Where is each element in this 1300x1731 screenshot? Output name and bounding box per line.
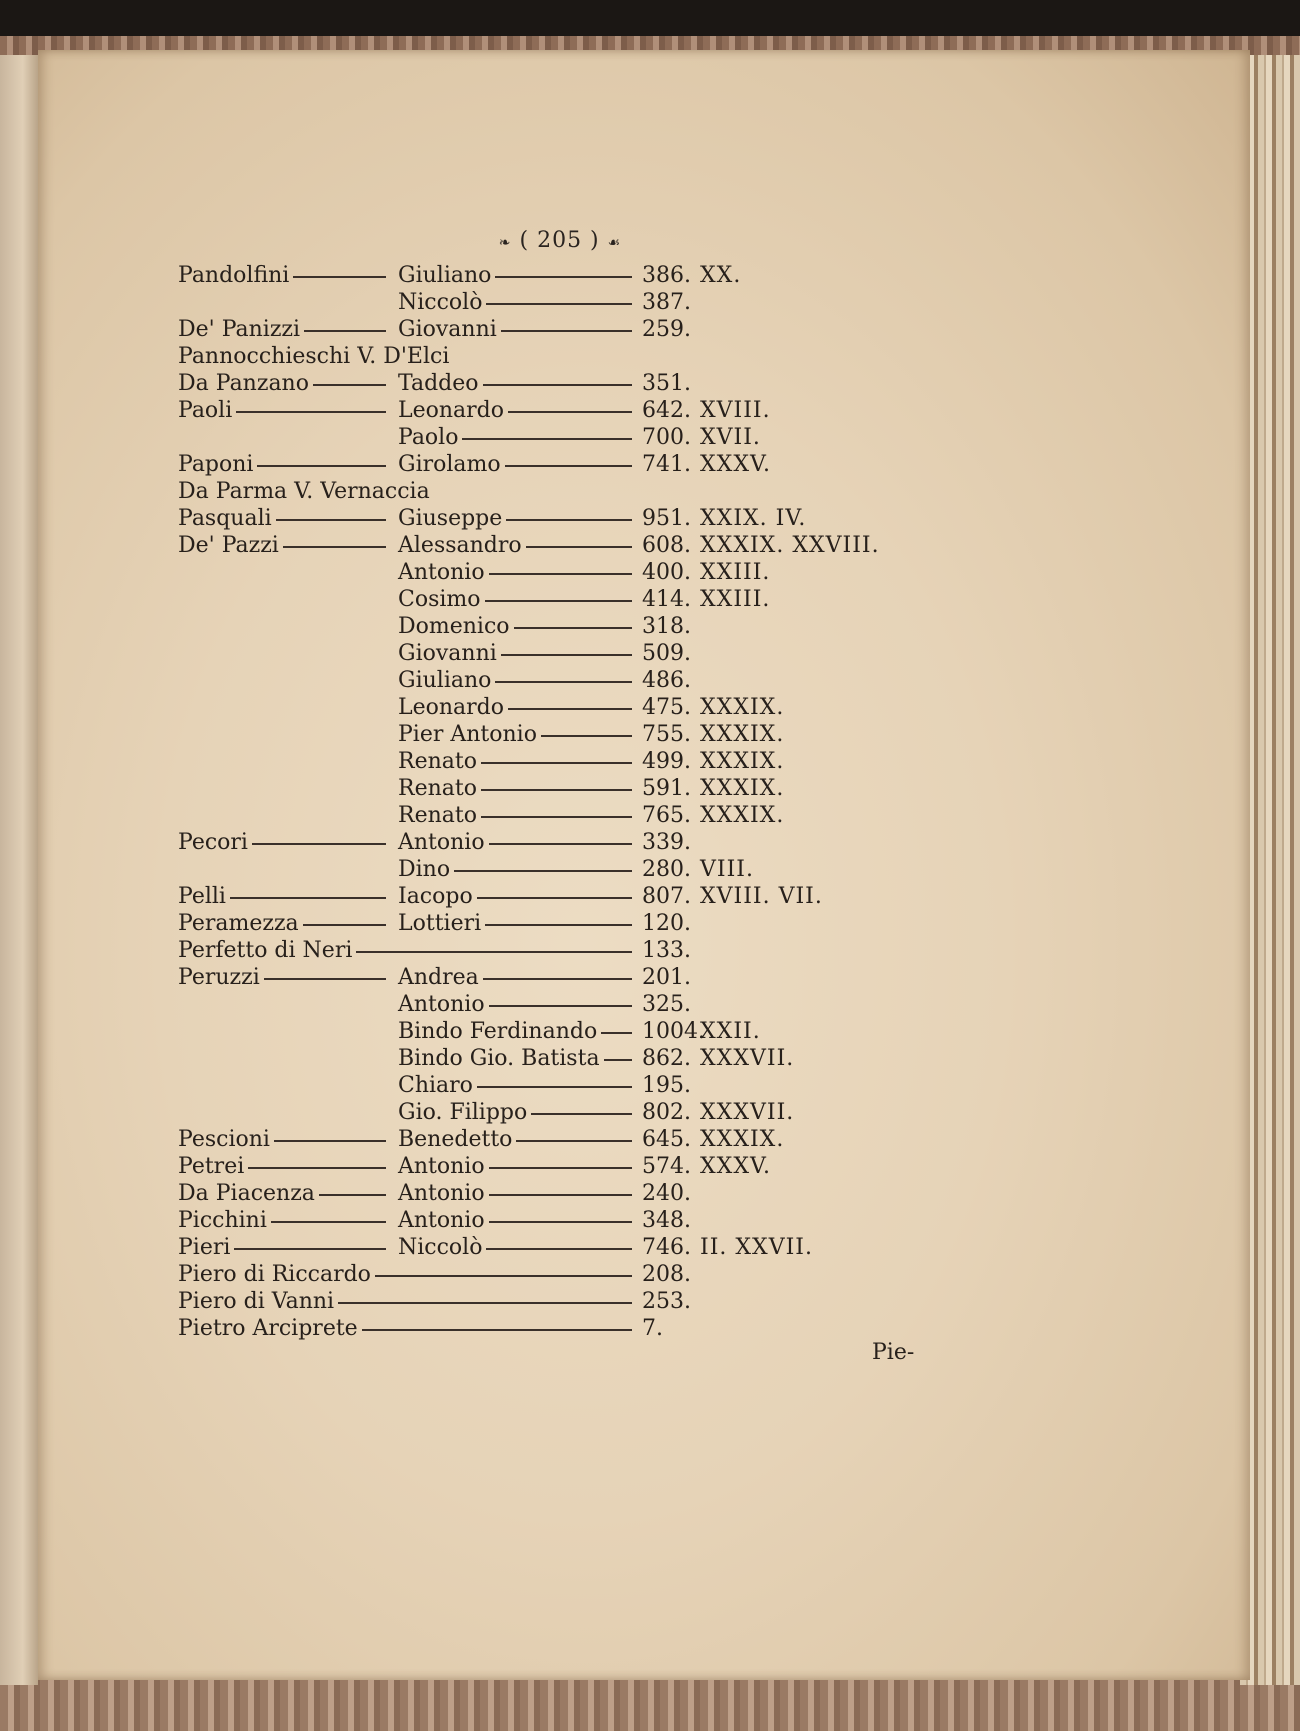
dash-leader	[338, 1302, 632, 1304]
entry-number: 574.	[642, 1154, 691, 1179]
entry-number: 862.	[642, 1046, 691, 1071]
entry-number: 741.	[642, 452, 691, 477]
given-name: Giovanni	[398, 317, 497, 342]
dash-leader	[495, 681, 632, 683]
family-name: Piero di Riccardo	[178, 1262, 371, 1287]
entry-references: XXXV.	[700, 452, 772, 477]
given-name: Andrea	[398, 965, 479, 990]
entry-references: XXIII.	[700, 587, 771, 612]
entry-number: 591.	[642, 776, 691, 801]
given-name: Alessandro	[398, 533, 522, 558]
given-name: Antonio	[398, 992, 485, 1017]
dash-leader	[489, 1221, 632, 1223]
given-name: Giuliano	[398, 668, 492, 693]
entry-number: 351.	[642, 371, 691, 396]
given-name: Gio. Filippo	[398, 1100, 528, 1125]
dash-leader	[483, 384, 632, 386]
entry-number: 7.	[642, 1316, 663, 1341]
given-name: Girolamo	[398, 452, 501, 477]
entry-number: 280.	[642, 857, 691, 882]
dash-leader	[304, 330, 386, 332]
entry-references: XXIII.	[700, 560, 771, 585]
entry-number: 746.	[642, 1235, 691, 1260]
entry-references: XXXIX.	[700, 722, 785, 747]
family-name: Piero di Vanni	[178, 1289, 335, 1314]
catchword: Pie-	[872, 1340, 915, 1365]
dash-leader	[483, 978, 632, 980]
entry-references: XVIII.	[700, 398, 771, 423]
dash-leader	[313, 384, 386, 386]
dash-leader	[501, 330, 632, 332]
entry-references: XXII.	[700, 1019, 761, 1044]
family-name: Da Panzano	[178, 371, 309, 396]
dash-leader	[257, 465, 386, 467]
family-name: De' Panizzi	[178, 317, 301, 342]
dash-leader	[477, 1086, 632, 1088]
page-header	[470, 228, 650, 253]
dash-leader	[485, 600, 632, 602]
given-name: Antonio	[398, 1154, 485, 1179]
entry-number: 486.	[642, 668, 691, 693]
dash-leader	[462, 438, 632, 440]
dash-leader	[356, 951, 632, 953]
dash-leader	[236, 411, 386, 413]
entry-number: 133.	[642, 938, 691, 963]
family-name: Pannocchieschi V. D'Elci	[178, 344, 450, 369]
dash-leader	[514, 627, 632, 629]
entry-number: 318.	[642, 614, 691, 639]
given-name: Giovanni	[398, 641, 497, 666]
entry-number: 642.	[642, 398, 691, 423]
family-name: Pecori	[178, 830, 248, 855]
family-name: Paponi	[178, 452, 254, 477]
family-name: Pandolfini	[178, 263, 290, 288]
entry-references: XXXIX.	[700, 803, 785, 828]
dash-leader	[601, 1032, 632, 1034]
entry-references: XVIII. VII.	[700, 884, 823, 909]
ornament-right-icon: ☙	[607, 235, 622, 251]
dash-leader	[481, 789, 632, 791]
dash-leader	[501, 654, 632, 656]
dash-leader	[505, 465, 632, 467]
family-name: Pescioni	[178, 1127, 270, 1152]
given-name: Niccolò	[398, 290, 483, 315]
given-name: Pier Antonio	[398, 722, 537, 747]
marbled-board-bottom	[0, 1676, 1300, 1731]
entry-number: 400.	[642, 560, 691, 585]
given-name: Antonio	[398, 1208, 485, 1233]
entry-references: XXXVII.	[700, 1046, 795, 1071]
dash-leader	[481, 816, 632, 818]
entry-number: 120.	[642, 911, 691, 936]
given-name: Lottieri	[398, 911, 482, 936]
given-name: Dino	[398, 857, 451, 882]
given-name: Chiaro	[398, 1073, 473, 1098]
family-name: Da Piacenza	[178, 1181, 315, 1206]
dash-leader	[454, 870, 632, 872]
dash-leader	[264, 978, 386, 980]
family-name: Pasquali	[178, 506, 272, 531]
entry-references: XXXIX.	[700, 749, 785, 774]
dash-leader	[489, 843, 632, 845]
family-name: Petrei	[178, 1154, 245, 1179]
entry-number: 475.	[642, 695, 691, 720]
dash-leader	[234, 1248, 386, 1250]
given-name: Bindo Gio. Batista	[398, 1046, 600, 1071]
given-name: Paolo	[398, 425, 459, 450]
given-name: Giuseppe	[398, 506, 503, 531]
dash-leader	[486, 303, 632, 305]
given-name: Leonardo	[398, 398, 505, 423]
entry-references: XXXIX.	[700, 1127, 785, 1152]
entry-number: 208.	[642, 1262, 691, 1287]
dash-leader	[506, 519, 632, 521]
dash-leader	[508, 708, 632, 710]
entry-number: 765.	[642, 803, 691, 828]
dash-leader	[495, 276, 632, 278]
dash-leader	[489, 1005, 632, 1007]
entry-references: XXXIX.	[700, 776, 785, 801]
dash-leader	[271, 1221, 386, 1223]
entry-number: 195.	[642, 1073, 691, 1098]
entry-number: 755.	[642, 722, 691, 747]
dash-leader	[375, 1275, 632, 1277]
dash-leader	[303, 924, 386, 926]
entry-references: XVII.	[700, 425, 761, 450]
entry-number: 387.	[642, 290, 691, 315]
dash-leader	[274, 1140, 386, 1142]
dash-leader	[293, 276, 386, 278]
dash-leader	[485, 924, 632, 926]
given-name: Renato	[398, 749, 477, 774]
dash-leader	[508, 411, 632, 413]
entry-number: 509.	[642, 641, 691, 666]
dash-leader	[276, 519, 386, 521]
entry-number: 608.	[642, 533, 691, 558]
dash-leader	[531, 1113, 632, 1115]
family-name: Perfetto di Neri	[178, 938, 353, 963]
entry-number: 645.	[642, 1127, 691, 1152]
entry-number: 700.	[642, 425, 691, 450]
entry-number: 802.	[642, 1100, 691, 1125]
family-name: Pieri	[178, 1235, 231, 1260]
dash-leader	[230, 897, 386, 899]
given-name: Giuliano	[398, 263, 492, 288]
dash-leader	[486, 1248, 632, 1250]
given-name: Domenico	[398, 614, 510, 639]
entry-number: 951.	[642, 506, 691, 531]
dash-leader	[489, 1194, 632, 1196]
entry-references: XXIX. IV.	[700, 506, 807, 531]
given-name: Renato	[398, 776, 477, 801]
given-name: Cosimo	[398, 587, 481, 612]
entry-number: 1004.	[642, 1019, 705, 1044]
dash-leader	[477, 897, 632, 899]
entry-references: XXXVII.	[700, 1100, 795, 1125]
ornament-left-icon: ❧	[498, 235, 512, 251]
given-name: Leonardo	[398, 695, 505, 720]
given-name: Benedetto	[398, 1127, 513, 1152]
given-name: Antonio	[398, 830, 485, 855]
dash-leader	[319, 1194, 386, 1196]
given-name: Niccolò	[398, 1235, 483, 1260]
entry-references: XXXIX.	[700, 695, 785, 720]
dash-leader	[362, 1329, 632, 1331]
given-name: Taddeo	[398, 371, 479, 396]
entry-number: 414.	[642, 587, 691, 612]
entry-references: XXXV.	[700, 1154, 772, 1179]
dash-leader	[604, 1059, 632, 1061]
family-name: Peramezza	[178, 911, 299, 936]
family-name: Pietro Arciprete	[178, 1316, 358, 1341]
entry-number: 807.	[642, 884, 691, 909]
entry-number: 253.	[642, 1289, 691, 1314]
family-name: De' Pazzi	[178, 533, 279, 558]
dash-leader	[526, 546, 632, 548]
family-name: Peruzzi	[178, 965, 260, 990]
page-number: ( 205 )	[519, 228, 600, 253]
entry-number: 240.	[642, 1181, 691, 1206]
facing-page-edge	[0, 55, 38, 1685]
family-name: Pelli	[178, 884, 226, 909]
entry-references: II. XXVII.	[700, 1235, 813, 1260]
entry-number: 386.	[642, 263, 691, 288]
entry-references: XX.	[700, 263, 742, 288]
dash-leader	[252, 843, 386, 845]
entry-references: XXXIX. XXVIII.	[700, 533, 880, 558]
dash-leader	[541, 735, 632, 737]
family-name: Paoli	[178, 398, 233, 423]
given-name: Renato	[398, 803, 477, 828]
given-name: Bindo Ferdinando	[398, 1019, 598, 1044]
given-name: Iacopo	[398, 884, 473, 909]
dash-leader	[248, 1167, 386, 1169]
given-name: Antonio	[398, 1181, 485, 1206]
entry-number: 201.	[642, 965, 691, 990]
dash-leader	[489, 573, 632, 575]
entry-references: VIII.	[700, 857, 754, 882]
entry-number: 339.	[642, 830, 691, 855]
dash-leader	[516, 1140, 632, 1142]
family-name: Picchini	[178, 1208, 267, 1233]
entry-number: 348.	[642, 1208, 691, 1233]
entry-number: 259.	[642, 317, 691, 342]
family-name: Da Parma V. Vernaccia	[178, 479, 430, 504]
dash-leader	[283, 546, 386, 548]
dash-leader	[481, 762, 632, 764]
entry-number: 325.	[642, 992, 691, 1017]
entry-number: 499.	[642, 749, 691, 774]
dash-leader	[489, 1167, 632, 1169]
given-name: Antonio	[398, 560, 485, 585]
